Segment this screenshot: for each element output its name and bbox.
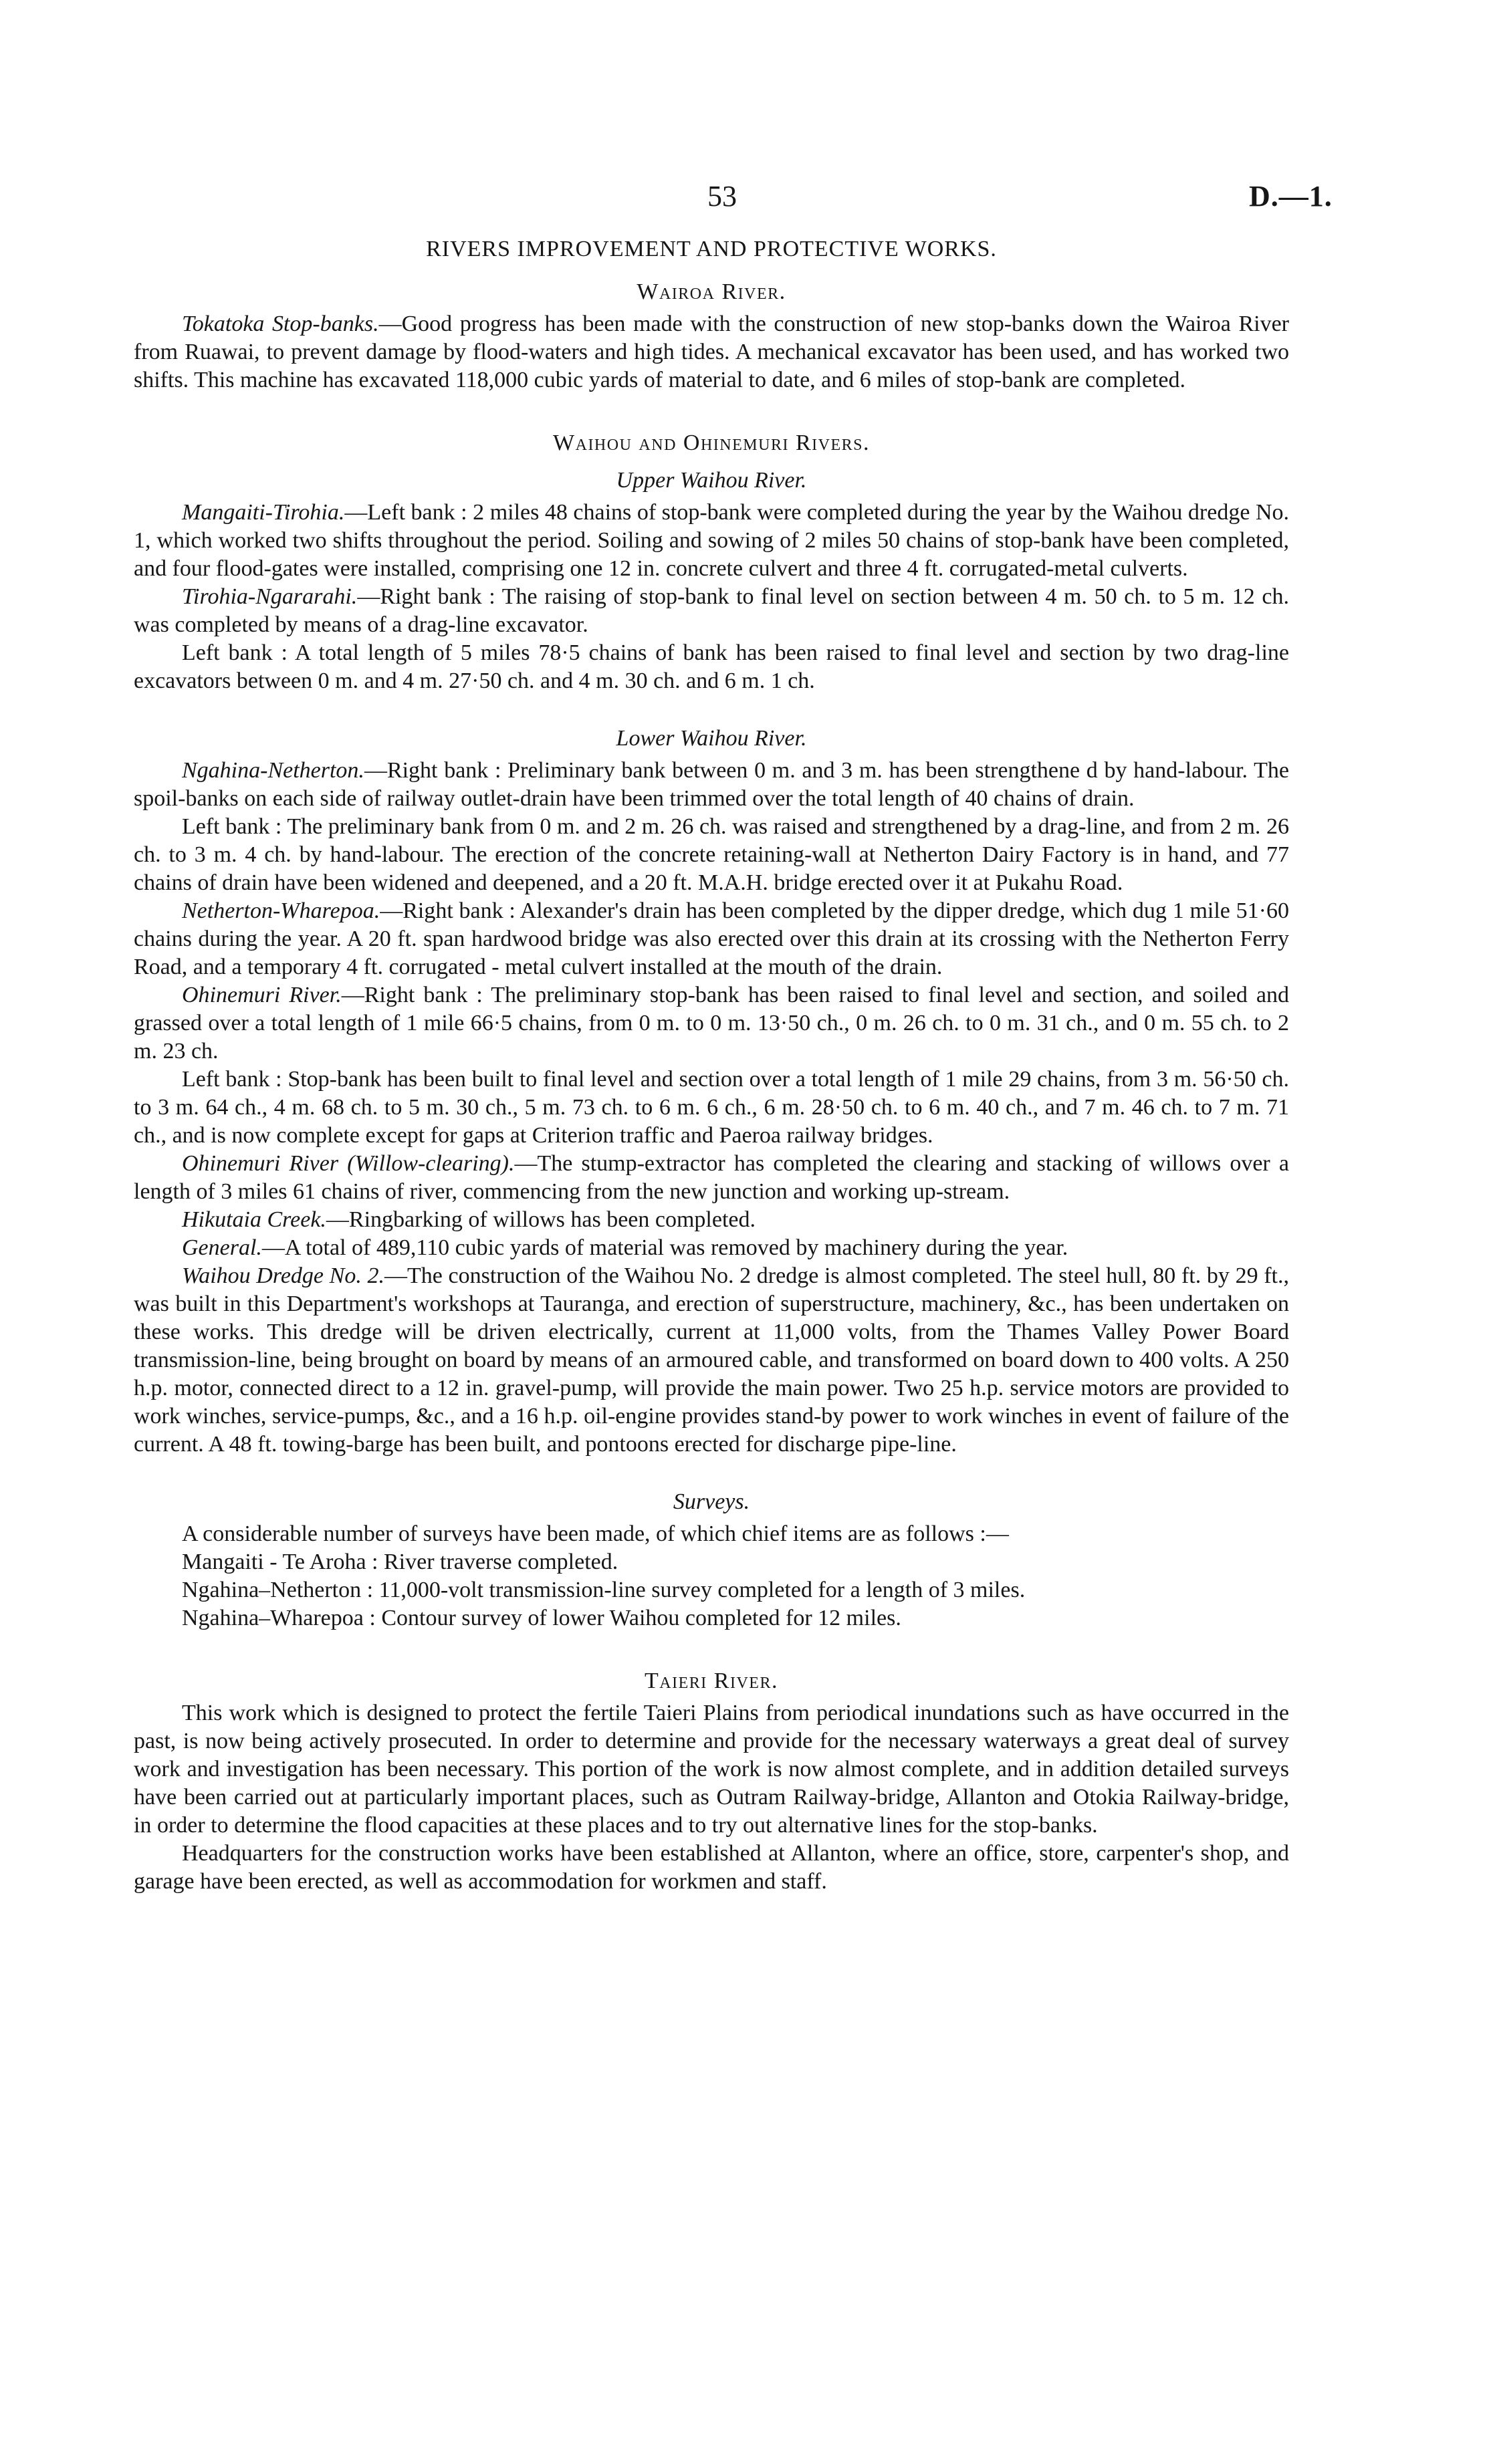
paragraph: This work which is designed to protect the fertile Taieri Plains from periodical inundations such as have occurred in the past, is now being actively prosecuted. In order to determine and provide for the necessary waterways a great deal of survey work and investigation has been necessary. This portion of the work is now almost complete, and in addition detailed surveys have been carried out at particularly important places, such as Outram Railway-bridge, Allanton and Otokia Railway-bridge, in order to determine the flood capacities at these places and to try out alternative lines for the stop-banks. (134, 1701, 1289, 1838)
paragraph-lead: Hikutaia Creek. (182, 1207, 326, 1232)
paragraph-text: —Right bank : Alexander's drain has been completed by the dipper dredge, which dug 1 mile 51·60 chains during the year. A 20 ft. span hardwood bridge was also erected over this drain at its crossing with the Netherton Ferry Road, and a temporary 4 ft. corrugated - metal culvert installed at the mouth of the drain. (134, 898, 1289, 979)
page-number: 53 (707, 180, 737, 213)
paragraph-lead: Ohinemuri River. (182, 983, 342, 1007)
paragraph (134, 310, 1289, 394)
list-item: Ngahina–Netherton : 11,000-volt transmission-line survey completed for a length of 3 miles. (182, 1578, 1026, 1602)
page-title: RIVERS IMPROVEMENT AND PROTECTIVE WORKS. (426, 237, 997, 261)
subheading-surveys: Surveys. (673, 1489, 750, 1514)
paragraph: Left bank : Stop-bank has been built to final level and section over a total length of 1 mile 29 chains, from 3 m. 56·50 ch. to 3 m. 64 ch., 4 m. 68 ch. to 5 m. 30 ch., 5 m. 73 ch. to 6 m. 6 ch., 6 m. 28·50 ch. to 6 m. 40 ch., and 7 m. 46 ch. to 7 m. 71 ch., and is now complete except for gaps at Criterion traffic and Paeroa railway bridges. (134, 1067, 1289, 1148)
subheading-lower-waihou: Lower Waihou River. (616, 726, 807, 751)
paragraph (134, 583, 1289, 639)
paragraph-lead: Tirohia-Ngararahi. (182, 584, 358, 609)
paragraph-lead: Ngahina-Netherton. (182, 758, 364, 783)
paragraph-lead: Tokatoka Stop-banks. (182, 312, 379, 336)
section-heading-wairoa: Wairoa River. (637, 279, 786, 304)
paragraph (134, 1262, 1289, 1459)
paragraph-text: —Left bank : 2 miles 48 chains of stop-bank were completed during the year by the Waihou dredge No. 1, which worked two shifts throughout the period. Soiling and sowing of 2 miles 50 chains of stop-bank have been completed, and four flood-gates were installed, comprising one 12 in. concrete culvert and three 4 ft. corrugated-metal culverts. (134, 500, 1289, 581)
list-item: Mangaiti - Te Aroha : River traverse completed. (182, 1550, 618, 1574)
document-reference: D.—1. (1249, 180, 1333, 213)
paragraph: A considerable number of surveys have been made, of which chief items are as follows :— (182, 1521, 1009, 1546)
paragraph-lead: Waihou Dredge No. 2. (182, 1263, 385, 1288)
paragraph-lead: Mangaiti-Tirohia. (182, 500, 345, 525)
section-heading-waihou: Waihou and Ohinemuri Rivers. (553, 430, 870, 455)
paragraph-text: —A total of 489,110 cubic yards of material was removed by machinery during the year. (261, 1235, 1068, 1260)
paragraph-text: —Right bank : Preliminary bank between 0 m. and 3 m. has been strengthene d by hand-labour. The spoil-banks on each side of railway outlet-drain have been trimmed over the total length of 40 chains of drain. (134, 758, 1289, 811)
page-content (134, 235, 1289, 1896)
paragraph-text: —Ringbarking of willows has been completed. (326, 1207, 756, 1232)
paragraph: Headquarters for the construction works have been established at Allanton, where an office, store, carpenter's shop, and garage have been erected, as well as accommodation for workmen and staff. (134, 1841, 1289, 1894)
paragraph-text: —The construction of the Waihou No. 2 dredge is almost completed. The steel hull, 80 ft. by 29 ft., was built in this Department's workshops at Tauranga, and erection of superstructure, machinery, &c., has been undertaken on these works. This dredge will be driven electrically, current at 11,000 volts, from the Thames Valley Power Board transmission-line, being brought on board by means of an armoured cable, and transformed on board down to 400 volts. A 250 h.p. motor, connected direct to a 12 in. gravel-pump, will provide the main power. Two 25 h.p. service motors are provided to work winches, service-pumps, &c., and a 16 h.p. oil-engine provides stand-by power to work winches in event of failure of the current. A 48 ft. towing-barge has been built, and pontoons erected for discharge pipe-line. (134, 1263, 1289, 1457)
paragraph-lead: Netherton-Wharepoa. (182, 898, 380, 923)
paragraph-text: —Right bank : The raising of stop-bank to final level on section between 4 m. 50 ch. to 5 m. 12 ch. was completed by means of a drag-line excavator. (134, 584, 1289, 637)
subheading-upper-waihou: Upper Waihou River. (616, 468, 807, 493)
paragraph-text: —Right bank : The preliminary stop-bank has been raised to final level and section, and soiled and grassed over a total length of 1 mile 66·5 chains, from 0 m. to 0 m. 13·50 ch., 0 m. 26 ch. to 0 m. 31 ch., and 0 m. 55 ch. to 2 m. 23 ch. (134, 983, 1290, 1064)
paragraph: Left bank : The preliminary bank from 0 m. and 2 m. 26 ch. was raised and strengthened by a drag-line, and from 2 m. 26 ch. to 3 m. 4 ch. by hand-labour. The erection of the concrete retaining-wall at Netherton Dairy Factory is in hand, and 77 chains of drain have been widened and deepened, and a 20 ft. M.A.H. bridge erected over it at Pukahu Road. (134, 814, 1289, 895)
paragraph: Left bank : A total length of 5 miles 78·5 chains of bank has been raised to final level and section by two drag-line excavators between 0 m. and 4 m. 27·50 ch. and 4 m. 30 ch. and 6 m. 1 ch. (134, 640, 1289, 693)
paragraph-lead: General. (182, 1235, 262, 1260)
paragraph-text: —Good progress has been made with the construction of new stop-banks down the Wairoa River from Ruawai, to prevent damage by flood-waters and high tides. A mechanical excavator has been used, and has worked two shifts. This machine has excavated 118,000 cubic yards of material to date, and 6 miles of stop-bank are completed. (134, 312, 1290, 392)
paragraph-text: —The stump-extractor has completed the clearing and stacking of willows over a length of 3 miles 61 chains of river, commencing from the new junction and working up-stream. (134, 1151, 1289, 1204)
paragraph (134, 1234, 1289, 1262)
list-item: Ngahina–Wharepoa : Contour survey of lower Waihou completed for 12 miles. (182, 1606, 901, 1630)
section-heading-taieri: Taieri River. (645, 1669, 778, 1693)
paragraph (134, 1206, 1289, 1234)
paragraph (134, 499, 1289, 583)
paragraph-lead: Ohinemuri River (Willow-clearing). (182, 1151, 515, 1176)
paragraph (134, 981, 1289, 1066)
paragraph (134, 897, 1289, 981)
paragraph (134, 1150, 1289, 1206)
paragraph (134, 757, 1289, 813)
